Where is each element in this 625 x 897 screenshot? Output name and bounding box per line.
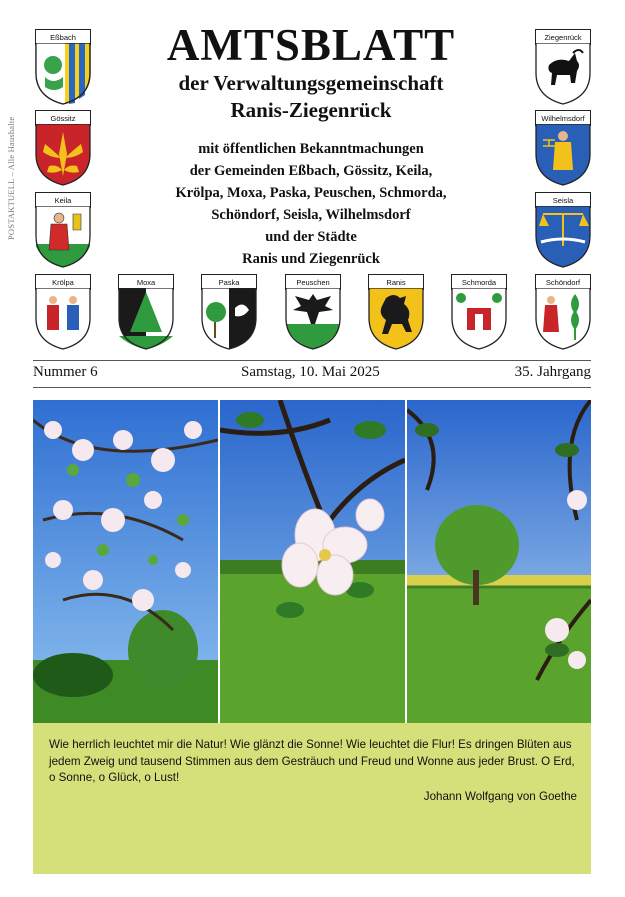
moxa-coat-of-arms-icon [118, 288, 174, 350]
crest-kroelpa [35, 274, 91, 350]
crest-goessitz [35, 110, 91, 186]
subtitle-line-1: der Verwaltungsgemeinschaft [178, 71, 444, 95]
paska-coat-of-arms-icon [201, 288, 257, 350]
crest-label: Ranis [368, 274, 424, 290]
crest-label: Gössitz [35, 110, 91, 126]
issue-info [33, 364, 591, 384]
blossom-photo-left [33, 400, 218, 723]
blossom-photo-center [220, 400, 405, 723]
crest-label: Seisla [535, 192, 591, 208]
crest-label: Schmorda [451, 274, 507, 290]
meadow-tree-image [407, 400, 591, 723]
goessitz-coat-of-arms-icon [35, 124, 91, 186]
quote-panel [33, 723, 591, 874]
crest-peuschen [285, 274, 341, 350]
goethe-quote: Wie herrlich leuchtet mir die Natur! Wie glänzt die Sonne! Wie leuchtet die Flur! Es dringen Blüten aus jedem Zweig und tausend Stimmen aus dem Gesträuch und Freud und Wonne aus jeder Brust. O Erd, o Sonne, o Glück, o Lust! [49, 738, 575, 784]
apple-tree-blossom-image [33, 400, 218, 723]
schoendorf-coat-of-arms-icon [535, 288, 591, 350]
issue-number: Nummer 6 [33, 364, 98, 380]
ziegenrueck-coat-of-arms-icon [535, 43, 591, 105]
divider-top [33, 360, 591, 361]
wilhelmsdorf-coat-of-arms-icon [535, 124, 591, 186]
crest-label: Schöndorf [535, 274, 591, 290]
notice-line: Schöndorf, Seisla, Wilhelmsdorf [211, 207, 411, 223]
issue-date: Samstag, 10. Mai 2025 [241, 364, 380, 380]
seisla-coat-of-arms-icon [535, 206, 591, 268]
crest-label: Wilhelmsdorf [535, 110, 591, 126]
crest-ranis [368, 274, 424, 350]
crest-label: Keila [35, 192, 91, 208]
publication-notice [128, 138, 494, 270]
notice-line: der Gemeinden Eßbach, Gössitz, Keila, [189, 163, 433, 179]
crest-schmorda [451, 274, 507, 350]
page-title: AMTSBLATT [166, 20, 456, 70]
notice-line: Ranis und Ziegenrück [242, 251, 380, 267]
notice-line: mit öffentlichen Bekanntmachungen [198, 141, 424, 157]
crest-schoendorf [535, 274, 591, 350]
crest-label: Ziegenrück [535, 29, 591, 45]
crest-wilhelmsdorf [535, 110, 591, 186]
crest-label: Krölpa [35, 274, 91, 290]
crest-moxa [118, 274, 174, 350]
photo-collage [33, 400, 591, 723]
crest-label: Peuschen [285, 274, 341, 290]
distribution-note: POSTAKTUELL – Alle Haushalte [6, 116, 16, 240]
kroelpa-coat-of-arms-icon [35, 288, 91, 350]
notice-line: Krölpa, Moxa, Paska, Peuschen, Schmorda, [175, 185, 447, 201]
crest-label: Moxa [118, 274, 174, 290]
quote-author: Johann Wolfgang von Goethe [423, 790, 577, 803]
divider-bottom [33, 387, 591, 388]
crest-essbach [35, 29, 91, 105]
masthead [128, 20, 494, 270]
crest-label: Paska [201, 274, 257, 290]
blossom-closeup-image [220, 400, 405, 723]
notice-line: und der Städte [265, 229, 357, 245]
peuschen-coat-of-arms-icon [285, 288, 341, 350]
subtitle-line-2: Ranis-Ziegenrück [230, 98, 392, 122]
crest-keila [35, 192, 91, 268]
crest-paska [201, 274, 257, 350]
blossom-photo-right [407, 400, 591, 723]
crest-ziegenrueck [535, 29, 591, 105]
crest-label: Eßbach [35, 29, 91, 45]
ranis-coat-of-arms-icon [368, 288, 424, 350]
crest-seisla [535, 192, 591, 268]
issue-volume: 35. Jahrgang [514, 364, 591, 380]
schmorda-coat-of-arms-icon [451, 288, 507, 350]
essbach-coat-of-arms-icon [35, 43, 91, 105]
keila-coat-of-arms-icon [35, 206, 91, 268]
